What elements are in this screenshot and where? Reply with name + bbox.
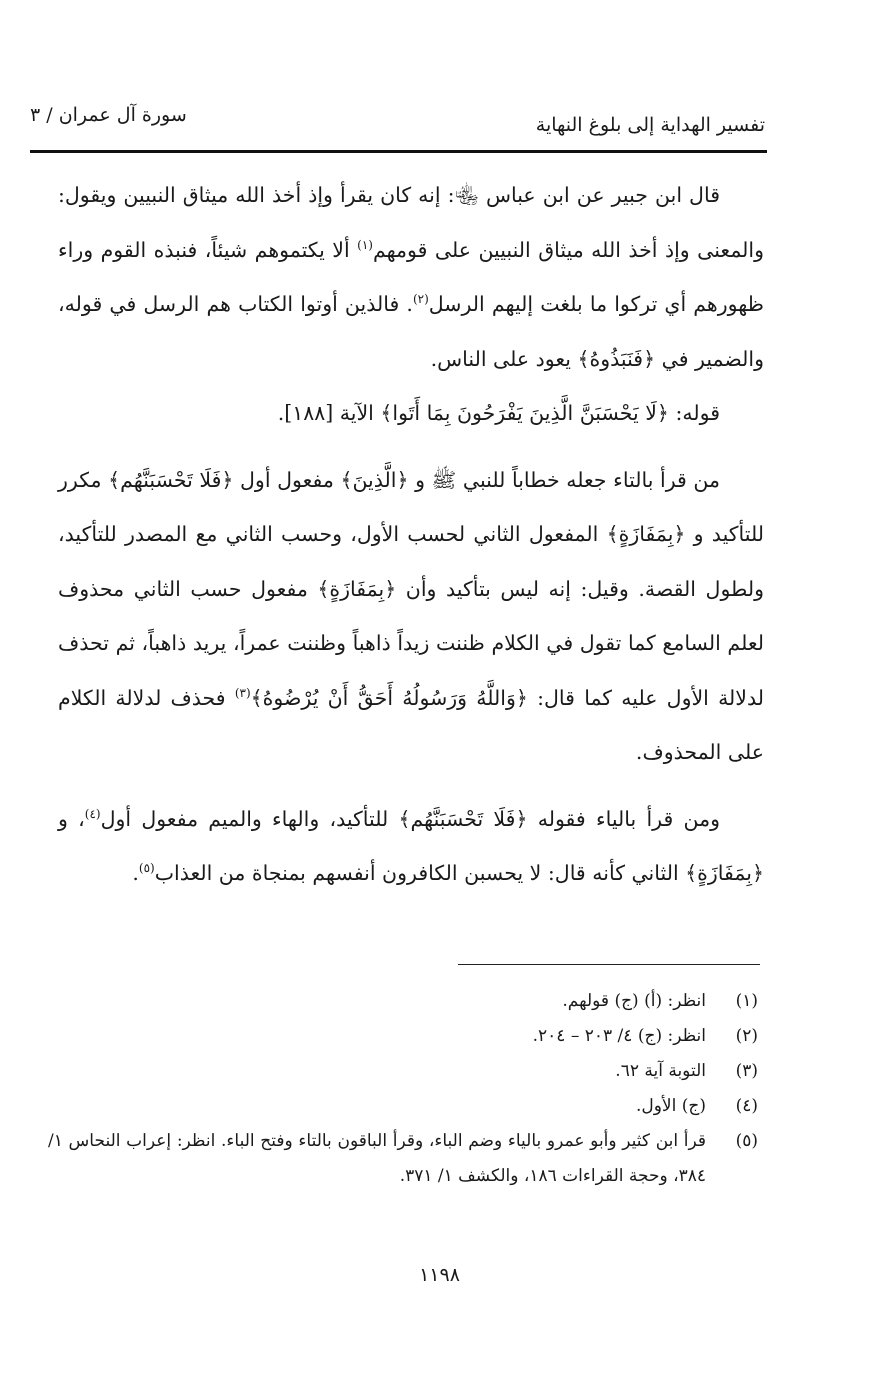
text-run: . — [132, 861, 139, 885]
text-run: . فالذين أوتوا الكتاب هم الرسل في قوله، والضمير في — [58, 292, 764, 371]
quran-quote: ﴿الَّذِينَ﴾ — [340, 467, 409, 492]
footnote-number: (٣) — [735, 1061, 758, 1081]
footnote-number: (٢) — [735, 1026, 758, 1046]
text-run: ومن قرأ بالياء فقوله — [527, 806, 720, 831]
text-run: مفعول حسب الثاني محذوف لعلم السامع كما تقول في الكلام ظننت زيداً ذاهباً وظننت عمراً، يريد ذاهباً، ثم تحذف لدلالة الأول عليه كما قال: — [58, 576, 765, 710]
footnote-4 — [48, 1089, 758, 1124]
footnote-ref-2: (٢) — [412, 292, 429, 307]
paragraph-3 — [58, 453, 764, 780]
header-divider — [30, 150, 767, 153]
quran-quote: ﴿بِمَفَازَةٍ﴾ — [606, 522, 686, 546]
text-run: قال ابن جبير عن ابن عباس ﵄: إنه كان يقرأ وإذ أخذ الله ميثاق النبيين ويقول: والمعنى وإذ أخذ الله ميثاق النبيين على قومهم — [58, 183, 765, 262]
footnotes — [48, 984, 758, 1194]
footnote-text: قرأ ابن كثير وأبو عمرو بالياء وضم الباء، وقرأ الباقون بالتاء وفتح الباء. انظر: إعراب النحاس ١/ ٣٨٤، وحجة القراءات ١٨٦، والكشف ١/ ٣٧١. — [48, 1131, 706, 1186]
surah-label: سورة آل عمران / ٣ — [30, 104, 187, 126]
paragraph-2 — [58, 386, 764, 441]
footnote-ref-3: (٣) — [234, 685, 251, 700]
text-run: الثاني كأنه قال: لا يحسبن الكافرون أنفسهم بمنجاة من العذاب — [154, 861, 686, 885]
footnote-3 — [48, 1054, 758, 1089]
text-run: مكرر للتأكيد و — [58, 467, 764, 546]
footnote-2 — [48, 1019, 758, 1054]
running-header — [30, 100, 765, 150]
footnote-5 — [48, 1124, 758, 1194]
quran-quote: ﴿فَنَبَذُوهُ﴾ — [577, 346, 656, 371]
footnote-text: التوبة آية ٦٢. — [615, 1061, 706, 1081]
text-run: المفعول الثاني لحسب الأول، وحسب الثاني مع المصدر للتأكيد، ولطول القصة. وقيل: إنه ليس بتأكيد وأن — [58, 522, 764, 601]
footnote-number: (١) — [735, 991, 758, 1011]
text-run: الآية [١٨٨]. — [277, 401, 381, 425]
footnote-ref-1: (١) — [357, 237, 373, 252]
footnote-ref-4: (٤) — [84, 806, 101, 821]
page-number: ١١٩٨ — [419, 1264, 460, 1286]
text-run: مفعول أول — [233, 467, 341, 492]
text-run: قوله: — [668, 401, 720, 425]
footnote-text: انظر: (أ) (ج) قولهم. — [562, 991, 706, 1011]
footnote-divider — [458, 964, 760, 965]
quran-quote: ﴿لَا يَحْسَبَنَّ الَّذِينَ يَفْرَحُونَ بِمَا أَتَوا﴾ — [380, 401, 669, 425]
quran-quote: ﴿بِمَفَازَةٍ﴾ — [685, 861, 764, 885]
quran-quote: ﴿بِمَفَازَةٍ﴾ — [317, 576, 397, 601]
text-run: ألا يكتموهم شيئاً، فنبذه القوم وراء ظهورهم أي تركوا ما بلغت إليهم الرسل — [58, 237, 764, 316]
footnote-number: (٤) — [735, 1096, 758, 1116]
footnote-number: (٥) — [735, 1131, 758, 1151]
quran-quote: ﴿وَاللَّهُ وَرَسُولُهُ أَحَقُّ أَنْ يُرْضُوهُ﴾ — [250, 685, 528, 710]
main-text — [58, 168, 764, 901]
footnote-ref-5: (٥) — [138, 861, 155, 876]
text-run: للتأكيد، والهاء والميم مفعول أول — [100, 806, 399, 831]
footnote-1 — [48, 984, 758, 1019]
quran-quote: ﴿فَلَا تَحْسَبَنَّهُم﴾ — [398, 806, 528, 831]
quran-quote: ﴿فَلَا تَحْسَبَنَّهُم﴾ — [108, 467, 234, 492]
footnote-text: انظر: (ج) ٤/ ٢٠٣ – ٢٠٤. — [532, 1026, 706, 1046]
paragraph-4 — [58, 792, 764, 901]
text-run: ، و — [58, 806, 85, 831]
text-run: فحذف لدلالة الكلام على المحذوف. — [58, 685, 764, 764]
paragraph-1 — [58, 168, 764, 386]
footnote-text: (ج) الأول. — [635, 1096, 706, 1116]
text-run: من قرأ بالتاء جعله خطاباً للنبي ﷺ و — [408, 467, 721, 492]
book-title: تفسير الهداية إلى بلوغ النهاية — [535, 114, 765, 136]
text-run: يعود على الناس. — [430, 346, 578, 371]
